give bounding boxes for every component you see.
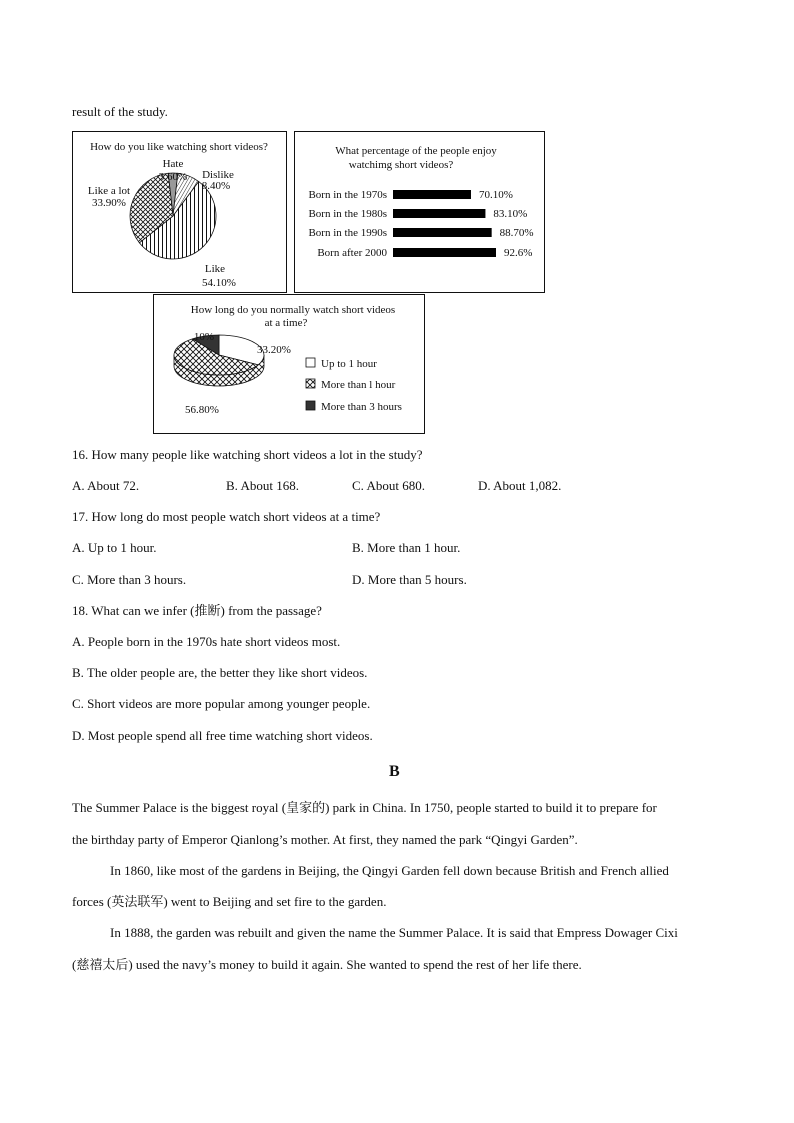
q16-option-c: C. About 680.	[352, 478, 425, 493]
question-16-stem: 16. How many people like watching short videos a lot in the study?	[72, 447, 423, 462]
bar-born-after-2000	[393, 248, 496, 257]
bar-value-born-in-the-1970s: 70.10%	[478, 189, 513, 201]
label-hate: Hate	[162, 158, 184, 170]
q18-option-a: A. People born in the 1970s hate short videos most.	[72, 634, 341, 649]
chart2-title-line1: What percentage of the people enjoy	[335, 145, 497, 157]
q17-option-b: B. More than 1 hour.	[352, 540, 461, 555]
legend-label-more-than-1: More than l hour	[321, 379, 396, 391]
passage-line-1: The Summer Palace is the biggest royal (皇家的) park in China. In 1750, people started to build it to prepare for	[72, 800, 657, 815]
bar-born-in-the-1970s	[393, 190, 471, 199]
value-like-a-lot: 33.90%	[92, 197, 126, 209]
chart-watch-duration	[153, 294, 425, 434]
value-dislike: 8.40%	[201, 180, 231, 192]
legend-swatch-more-than-1	[306, 379, 315, 388]
value-up-to-1: 33.20%	[257, 344, 291, 356]
bar-chart-enjoy	[295, 132, 544, 292]
value-more-than-1: 56.80%	[185, 404, 219, 416]
chart-percentage-enjoy	[294, 131, 545, 293]
q17-option-c: C. More than 3 hours.	[72, 572, 187, 587]
legend-swatch-more-than-3	[306, 401, 315, 410]
bar-value-born-in-the-1980s: 83.10%	[493, 208, 528, 220]
value-more-than-3: 10%	[193, 331, 215, 343]
passage-line-4: forces (英法联军) went to Beijing and set fire to the garden.	[72, 894, 387, 909]
bar-category-born-in-the-1980s: Born in the 1980s	[308, 208, 387, 220]
question-18-stem: 18. What can we infer (推断) from the passage?	[72, 603, 322, 618]
label-like: Like	[204, 263, 226, 275]
q17-option-a: A. Up to 1 hour.	[72, 540, 157, 555]
q16-option-a: A. About 72.	[72, 478, 140, 493]
pie-chart-like	[73, 132, 286, 292]
bar-value-born-in-the-1990s: 88.70%	[499, 227, 534, 239]
passage-line-6: (慈禧太后) used the navy’s money to build it again. She wanted to spend the rest of her life there.	[72, 957, 582, 972]
q18-option-c: C. Short videos are more popular among younger people.	[72, 696, 371, 711]
bar-value-born-after-2000: 92.6%	[504, 247, 533, 259]
question-17-stem: 17. How long do most people watch short videos at a time?	[72, 509, 381, 524]
q16-option-d: D. About 1,082.	[478, 478, 562, 493]
q18-option-d: D. Most people spend all free time watching short videos.	[72, 728, 373, 743]
bar-born-in-the-1980s	[393, 209, 485, 218]
q18-option-b: B. The older people are, the better they like short videos.	[72, 665, 368, 680]
pie-chart-duration	[154, 295, 424, 433]
legend-label-more-than-3: More than 3 hours	[321, 401, 402, 413]
bar-born-in-the-1990s	[393, 228, 492, 237]
legend-label-up-to-1: Up to 1 hour	[321, 358, 377, 370]
chart3-title-line2: at a time?	[264, 317, 308, 329]
section-b-heading: B	[389, 763, 400, 780]
value-hate: 3.60%	[158, 171, 188, 183]
pie3-slices	[174, 335, 264, 386]
bar-series	[308, 189, 533, 259]
chart2-title-line2: watchimg short videos?	[348, 159, 454, 171]
value-like: 54.10%	[202, 277, 236, 289]
chart1-title: How do you like watching short videos?	[90, 141, 268, 153]
bar-category-born-in-the-1990s: Born in the 1990s	[308, 227, 387, 239]
passage-line-3: In 1860, like most of the gardens in Beijing, the Qingyi Garden fell down because British and French allied	[110, 863, 669, 878]
passage-line-5: In 1888, the garden was rebuilt and given the name the Summer Palace. It is said that Empress Dowager Cixi	[110, 925, 678, 940]
q17-option-d: D. More than 5 hours.	[352, 572, 467, 587]
bar-category-born-after-2000: Born after 2000	[317, 247, 387, 259]
label-like-a-lot: Like a lot	[87, 185, 131, 197]
legend	[306, 358, 402, 413]
legend-swatch-up-to-1	[306, 358, 315, 367]
intro-text: result of the study.	[72, 104, 168, 119]
bar-category-born-in-the-1970s: Born in the 1970s	[308, 189, 387, 201]
chart-like-watching	[72, 131, 287, 293]
q16-option-b: B. About 168.	[226, 478, 299, 493]
passage-line-2: the birthday party of Emperor Qianlong’s mother. At first, they named the park “Qingyi Garden”.	[72, 832, 578, 847]
label-dislike: Dislike	[202, 169, 234, 181]
chart3-title-line1: How long do you normally watch short videos	[190, 304, 396, 316]
